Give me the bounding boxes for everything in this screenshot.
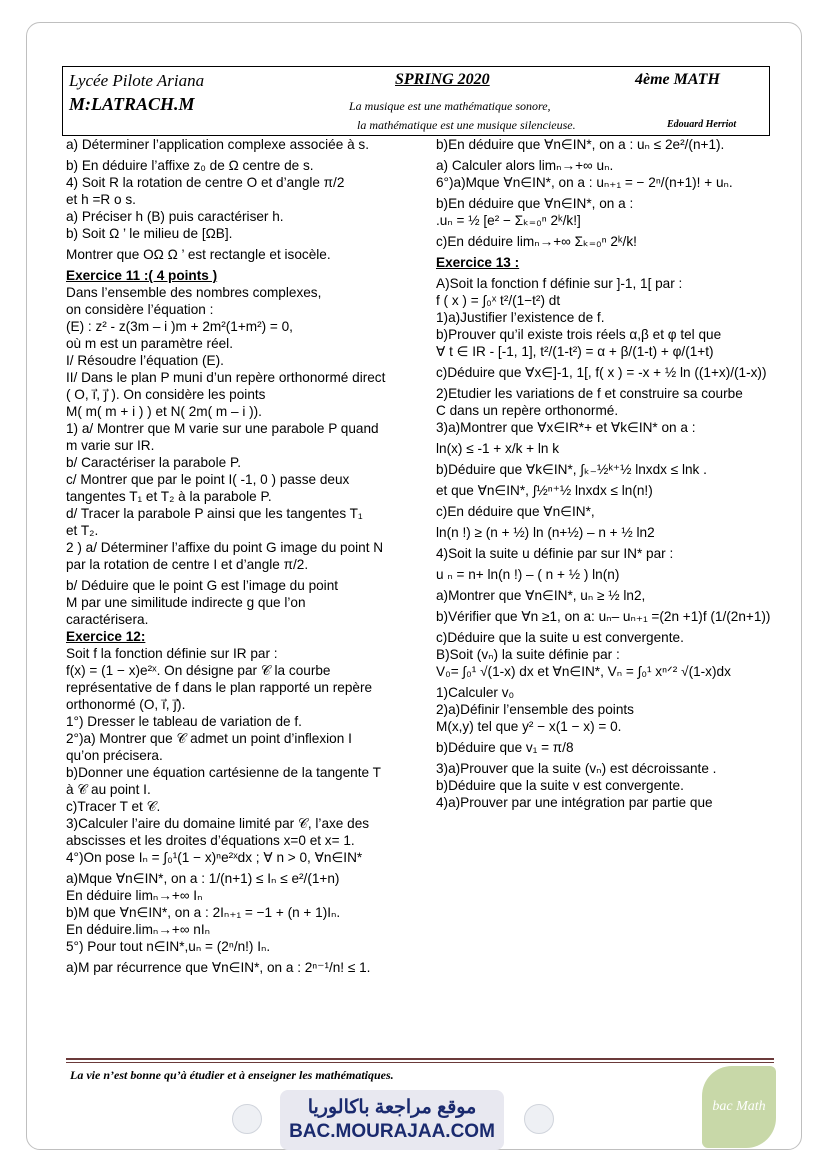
- text-line: I/ Résoudre l’équation (E).: [66, 353, 224, 368]
- text-line: ( O, i⃗, j⃗ ). On considère les points: [66, 387, 266, 402]
- text-line: f(x) = (1 − x)e²ˣ. On désigne par 𝒞 la courbe: [66, 663, 331, 678]
- text-line: b)M que ∀n∈IN*, on a : 2Iₙ₊₁ = −1 + (n + 1)Iₙ.: [66, 905, 341, 920]
- footer-motto: La vie n’est bonne qu’à étudier et à enseigner les mathématiques.: [70, 1068, 394, 1082]
- text-line: et T₂.: [66, 523, 99, 538]
- text-line: 4)a)Prouver par une intégration par partie que: [436, 795, 713, 810]
- text-line: tangentes T₁ et T₂ à la parabole P.: [66, 489, 272, 504]
- text-line: caractérisera.: [66, 612, 149, 627]
- text-line: m varie sur IR.: [66, 438, 155, 453]
- text-line: ∀ t ∈ IR - [-1, 1], t²/(1-t²) = α + β/(1-t) + φ/(1+t): [436, 344, 714, 359]
- text-line: II/ Dans le plan P muni d’un repère orthonormé direct: [66, 370, 386, 385]
- text-line: b)En déduire que ∀n∈IN*, on a :: [436, 196, 634, 211]
- text-line: En déduire.limₙ→+∞ nIₙ: [66, 922, 211, 937]
- text-line: 5°) Pour tout n∈IN*,uₙ = (2ⁿ/n!) Iₙ.: [66, 939, 271, 954]
- text-line: 2°)a) Montrer que 𝒞 admet un point d’inflexion I: [66, 731, 352, 746]
- text-line: 4°)On pose Iₙ = ∫₀¹(1 − x)ⁿe²ˣdx ; ∀ n > 0, ∀n∈IN*: [66, 850, 363, 865]
- text-line: a) Déterminer l’application complexe associée à s.: [66, 137, 369, 152]
- header-box: [62, 66, 770, 136]
- text-line: A)Soit la fonction f définie sur ]-1, 1[ par :: [436, 276, 683, 291]
- site-arabic-name: موقع مراجعة باكالوريا: [307, 1097, 477, 1118]
- site-url[interactable]: BAC.MOURAJAA.COM: [289, 1121, 495, 1142]
- left-logo-icon: [232, 1104, 262, 1134]
- text-line: 1) a/ Montrer que M varie sur une parabole P quand: [66, 421, 379, 436]
- text-line: b/ Caractériser la parabole P.: [66, 455, 242, 470]
- text-line: a) Préciser h (B) puis caractériser h.: [66, 209, 284, 224]
- text-line: abscisses et les droites d’équations x=0 et x= 1.: [66, 833, 355, 848]
- text-line: d/ Tracer la parabole P ainsi que les tangentes T₁: [66, 506, 363, 521]
- text-line: (E) : z² - z(3m – i )m + 2m²(1+m²) = 0,: [66, 319, 293, 334]
- text-line: b)Déduire que v₁ = π/8: [436, 740, 574, 755]
- text-line: b)Déduire que la suite v est convergente.: [436, 778, 684, 793]
- text-line: b)Donner une équation cartésienne de la tangente T: [66, 765, 381, 780]
- text-line: où m est un paramètre réel.: [66, 336, 233, 351]
- text-line: ln(n !) ≥ (n + ½) ln (n+½) – n + ½ ln2: [436, 525, 655, 540]
- text-line: b)Prouver qu’il existe trois réels α,β et φ tel que: [436, 327, 722, 342]
- text-line: Exercice 12:: [66, 629, 146, 644]
- text-line: b) En déduire l’affixe z₀ de Ω centre de s.: [66, 158, 314, 173]
- footer-rule-thin: [66, 1062, 774, 1063]
- class-level: 4ème MATH: [635, 71, 720, 88]
- text-line: f ( x ) = ∫₀ˣ t²/(1−t²) dt: [436, 293, 561, 308]
- text-line: a)Mque ∀n∈IN*, on a : 1/(n+1) ≤ Iₙ ≤ e²/(1+n): [66, 871, 340, 886]
- text-line: 2 ) a/ Déterminer l’affixe du point G image du point N: [66, 540, 384, 555]
- text-line: 4)Soit la suite u définie par sur IN* par :: [436, 546, 674, 561]
- text-line: 2)a)Définir l’ensemble des points: [436, 702, 634, 717]
- text-line: 6°)a)Mque ∀n∈IN*, on a : uₙ₊₁ = − 2ⁿ/(n+1)! + uₙ.: [436, 175, 733, 190]
- text-line: u ₙ = n+ ln(n !) – ( n + ½ ) ln(n): [436, 567, 620, 582]
- text-line: C dans un repère orthonormé.: [436, 403, 619, 418]
- quote-line-1: La musique est une mathématique sonore,: [349, 99, 551, 113]
- text-line: 3)a)Montrer que ∀x∈IR*+ et ∀k∈IN* on a :: [436, 420, 696, 435]
- text-line: ln(x) ≤ -1 + x/k + ln k: [436, 441, 560, 456]
- text-line: a)Montrer que ∀n∈IN*, uₙ ≥ ½ ln2,: [436, 588, 646, 603]
- text-line: c)En déduire limₙ→+∞ Σₖ₌₀ⁿ 2ᵏ/k!: [436, 234, 637, 249]
- text-line: Exercice 11 :( 4 points ): [66, 268, 218, 283]
- left-column: [66, 136, 420, 976]
- quote-line-2: la mathématique est une musique silencieuse.: [357, 118, 576, 132]
- text-line: M par une similitude indirecte g que l’on: [66, 595, 306, 610]
- text-line: Soit f la fonction définie sur IR par :: [66, 646, 278, 661]
- session-title: SPRING 2020: [395, 71, 490, 88]
- text-line: Montrer que OΩ Ω ’ est rectangle et isocèle.: [66, 247, 331, 262]
- text-line: 3)a)Prouver que la suite (vₙ) est décroissante .: [436, 761, 717, 776]
- text-line: c)Déduire que la suite u est convergente.: [436, 630, 684, 645]
- text-line: 1)Calculer v₀: [436, 685, 515, 700]
- text-line: .uₙ = ½ [e² − Σₖ₌₀ⁿ 2ᵏ/k!]: [436, 213, 581, 228]
- site-banner[interactable]: [280, 1090, 504, 1150]
- text-line: c)Tracer T et 𝒞.: [66, 799, 161, 814]
- text-line: M(x,y) tel que y² − x(1 − x) = 0.: [436, 719, 622, 734]
- text-line: 2)Etudier les variations de f et construire sa courbe: [436, 386, 743, 401]
- text-line: par la rotation de centre I et d’angle π/2.: [66, 557, 309, 572]
- text-line: b)En déduire que ∀n∈IN*, on a : uₙ ≤ 2e²/(n+1).: [436, 137, 725, 152]
- text-line: c/ Montrer que par le point I( -1, 0 ) passe deux: [66, 472, 350, 487]
- text-line: a) Calculer alors limₙ→+∞ uₙ.: [436, 158, 614, 173]
- text-line: c)En déduire que ∀n∈IN*,: [436, 504, 595, 519]
- text-line: b)Déduire que ∀k∈IN*, ∫ₖ₋½ᵏ⁺½ lnxdx ≤ lnk .: [436, 462, 707, 477]
- text-line: b)Vérifier que ∀n ≥1, on a: uₙ– uₙ₊₁ =(2n +1)f (1/(2n+1)): [436, 609, 771, 624]
- bac-math-logo: bac Math: [702, 1066, 776, 1148]
- text-line: 1°) Dresser le tableau de variation de f.: [66, 714, 302, 729]
- right-logo-icon: [524, 1104, 554, 1134]
- quote-author: Edouard Herriot: [667, 119, 737, 130]
- text-line: M( m( m + i ) ) et N( 2m( m – i )).: [66, 404, 262, 419]
- text-line: Exercice 13 :: [436, 255, 520, 270]
- text-line: 3)Calculer l’aire du domaine limité par 𝒞, l’axe des: [66, 816, 370, 831]
- school-name: Lycée Pilote Ariana: [69, 71, 205, 90]
- text-line: orthonormé (O, i⃗, j⃗).: [66, 697, 186, 712]
- text-line: 1)a)Justifier l’existence de f.: [436, 310, 605, 325]
- text-line: Dans l’ensemble des nombres complexes,: [66, 285, 322, 300]
- text-line: b/ Déduire que le point G est l’image du point: [66, 578, 339, 593]
- text-line: B)Soit (vₙ) la suite définie par :: [436, 647, 620, 662]
- text-line: V₀= ∫₀¹ √(1-x) dx et ∀n∈IN*, Vₙ = ∫₀¹ xⁿᐟ² √(1-x)dx: [436, 664, 731, 679]
- text-line: En déduire limₙ→+∞ Iₙ: [66, 888, 203, 903]
- right-column: [436, 136, 780, 811]
- text-line: représentative de f dans le plan rapporté un repère: [66, 680, 373, 695]
- text-line: b) Soit Ω ’ le milieu de [ΩB].: [66, 226, 233, 241]
- text-line: à 𝒞 au point I.: [66, 782, 151, 797]
- text-line: c)Déduire que ∀x∈]-1, 1[, f( x ) = -x + ½ ln ((1+x)/(1-x)): [436, 365, 767, 380]
- text-line: a)M par récurrence que ∀n∈IN*, on a : 2ⁿ⁻¹/n! ≤ 1.: [66, 960, 371, 975]
- text-line: et h =R o s.: [66, 192, 136, 207]
- text-line: qu’on précisera.: [66, 748, 163, 763]
- text-line: 4) Soit R la rotation de centre O et d’angle π/2: [66, 175, 345, 190]
- text-line: et que ∀n∈IN*, ∫½ⁿ⁺½ lnxdx ≤ ln(n!): [436, 483, 653, 498]
- teacher-name: M:LATRACH.M: [69, 94, 195, 114]
- footer-rule: [66, 1058, 774, 1060]
- text-line: on considère l’équation :: [66, 302, 214, 317]
